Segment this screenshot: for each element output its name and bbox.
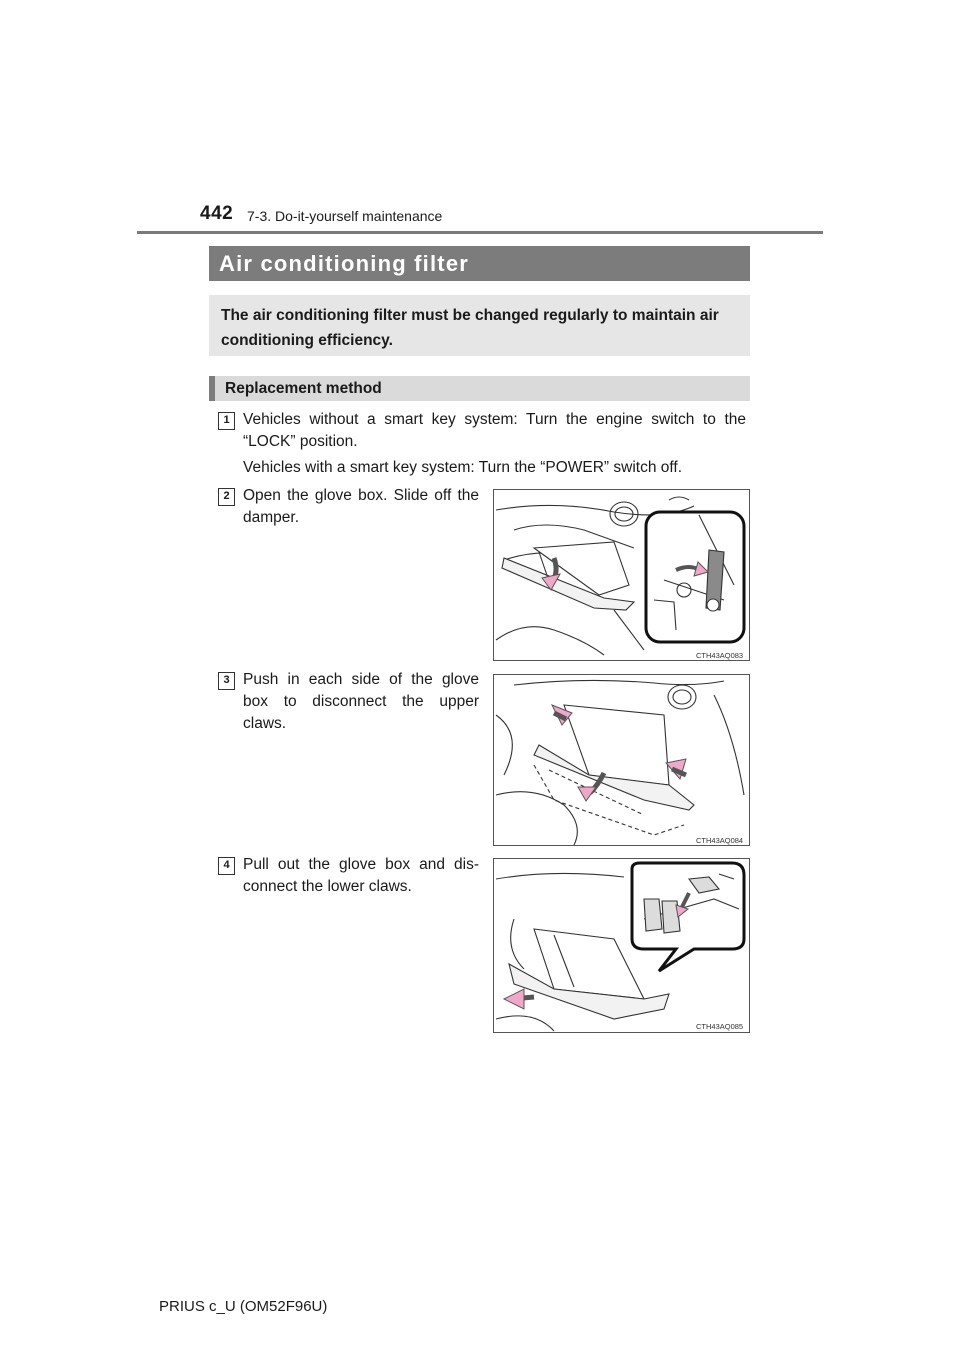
figure-step-4 [493, 858, 750, 1033]
header-rule [137, 231, 823, 234]
figure-step-3 [493, 674, 750, 846]
step-4-text: Pull out the glove box and dis-connect the lower claws. [243, 856, 479, 895]
figure-step-2 [493, 489, 750, 661]
step-1-text: Vehicles without a smart key system: Turn the engine switch to the “LOCK” position. [243, 411, 746, 450]
step-1-text-2: Vehicles with a smart key system: Turn the “POWER” switch off. [243, 459, 683, 476]
step-number-4: 4 [218, 857, 235, 875]
intro-box: The air conditioning filter must be changed regularly to maintain air conditioning efficiency. [209, 295, 750, 356]
step-number-3: 3 [218, 672, 235, 690]
figure-code-4: CTH43AQ085 [696, 1022, 744, 1031]
footer-model: PRIUS c_U (OM52F96U) [159, 1298, 328, 1315]
figure-code-3: CTH43AQ084 [696, 836, 744, 845]
figure-code-2: CTH43AQ083 [696, 651, 744, 660]
page-title: Air conditioning filter [209, 246, 750, 281]
section-label: 7-3. Do-it-yourself maintenance [247, 208, 443, 224]
step-2-text: Open the glove box. Slide off the damper. [243, 487, 479, 526]
step-3-text: Push in each side of the glove box to disconnect the upper claws. [243, 671, 479, 732]
step-number-2: 2 [218, 488, 235, 506]
page-number: 442 [200, 203, 234, 224]
step-number-1: 1 [218, 412, 235, 430]
subheading: Replacement method [209, 376, 750, 401]
